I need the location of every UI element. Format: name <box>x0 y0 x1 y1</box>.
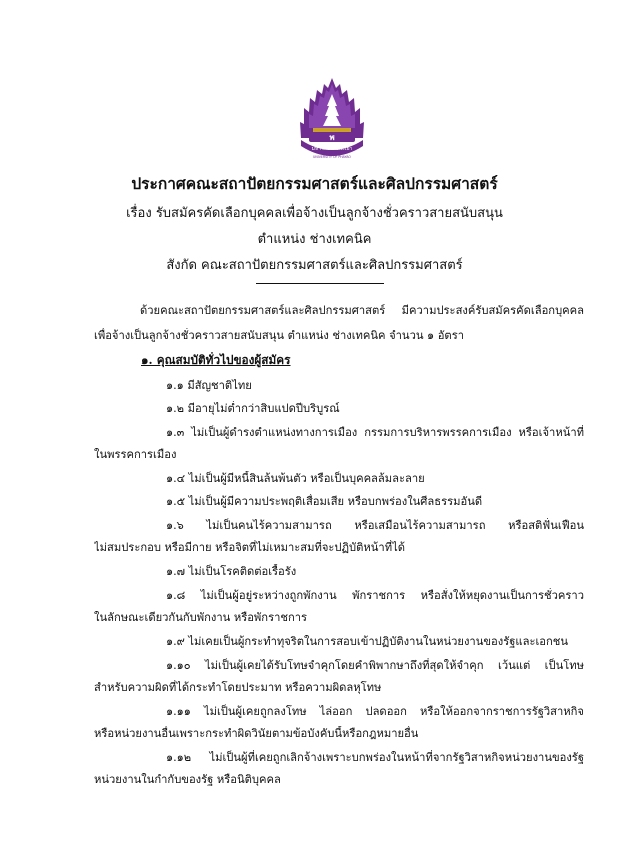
list-item: ๑.๒ มีอายุไม่ต่ำกว่าสิบแปดปีบริบูรณ์ <box>166 402 340 415</box>
list-item: ๑.๕ ไม่เป็นผู้มีความประพฤติเสื่อมเสีย หรือบกพร่องในศีลธรรมอันดี <box>166 495 483 508</box>
list-item-continuation: หน่วยงานในกำกับของรัฐ หรือนิติบุคคล <box>94 773 281 786</box>
logo-text-bottom: UNIVERSITY OF PHAYAO <box>313 155 351 159</box>
list-item: ๑.๑ มีสัญชาติไทย <box>166 379 252 392</box>
section-heading: ๑. คุณสมบัติทั่วไปของผู้สมัคร <box>141 353 291 367</box>
list-item: ๑.๖ ไม่เป็นคนไร้ความสามารถ หรือเสมือนไร้ความสามารถ หรือสติฟั่นเฟือน <box>166 519 584 532</box>
list-item: ๑.๓ ไม่เป็นผู้ดำรงตำแหน่งทางการเมือง กรรมการบริหารพรรคการเมือง หรือเจ้าหน้าที่ <box>166 426 584 439</box>
list-item: ๑.๑๑ ไม่เป็นผู้เคยถูกลงโทษ ไล่ออก ปลดออก หรือให้ออกจากราชการรัฐวิสาหกิจ <box>166 705 584 718</box>
svg-text:พ: พ <box>329 133 335 142</box>
intro-line-1: ด้วยคณะสถาปัตยกรรมศาสตร์และศิลปกรรมศาสตร์ มีความประสงค์รับสมัครคัดเลือกบุคคล <box>140 304 584 317</box>
list-item-continuation: ไม่สมประกอบ หรือมีกาย หรือจิตที่ไม่เหมาะสมที่จะปฏิบัติหน้าที่ได้ <box>94 541 405 554</box>
list-item: ๑.๗ ไม่เป็นโรคติดต่อเรื้อรัง <box>166 565 297 578</box>
title-divider <box>256 283 384 284</box>
list-item: ๑.๔ ไม่เป็นผู้มีหนี้สินล้นพ้นตัว หรือเป็นบุคคลล้มละลาย <box>166 472 425 485</box>
list-item: ๑.๘ ไม่เป็นผู้อยู่ระหว่างถูกพักงาน พักราชการ หรือสั่งให้หยุดงานเป็นการชั่วคราว <box>166 589 584 602</box>
university-logo <box>291 76 373 164</box>
document-title: ประกาศคณะสถาปัตยกรรมศาสตร์และศิลปกรรมศาสตร์ <box>131 174 498 193</box>
list-item: ๑.๑๒ ไม่เป็นผู้ที่เคยถูกเลิกจ้างเพราะบกพร่องในหน้าที่จากรัฐวิสาหกิจหน่วยงานของรัฐ <box>166 751 584 764</box>
document-subject: เรื่อง รับสมัครคัดเลือกบุคคลเพื่อจ้างเป็นลูกจ้างชั่วคราวสายสนับสนุน <box>126 206 503 221</box>
list-item-continuation: หรือหน่วยงานอื่นเพราะกระทำผิดวินัยตามข้อบังคับนี้หรือกฎหมายอื่น <box>94 727 419 740</box>
list-item-continuation: สำหรับความผิดที่ได้กระทำโดยประมาท หรือความผิดลหุโทษ <box>94 681 382 694</box>
job-position: ตำแหน่ง ช่างเทคนิค <box>257 232 372 247</box>
intro-line-2: เพื่อจ้างเป็นลูกจ้างชั่วคราวสายสนับสนุน ตำแหน่ง ช่างเทคนิค จำนวน ๑ อัตรา <box>94 329 464 342</box>
list-item: ๑.๙ ไม่เคยเป็นผู้กระทำทุจริตในการสอบเข้าปฏิบัติงานในหน่วยงานของรัฐและเอกชน <box>166 635 569 648</box>
job-affiliation: สังกัด คณะสถาปัตยกรรมศาสตร์และศิลปกรรมศาสตร์ <box>166 258 463 273</box>
list-item-continuation: ในพรรคการเมือง <box>94 448 177 461</box>
list-item-continuation: ในลักษณะเดียวกันกับพักงาน หรือพักราชการ <box>94 611 308 624</box>
logo-text-top: มหาวิทยาลัยพะเยา <box>311 146 353 152</box>
list-item: ๑.๑๐ ไม่เป็นผู้เคยได้รับโทษจำคุกโดยคำพิพากษาถึงที่สุดให้จำคุก เว้นแต่ เป็นโทษ <box>166 659 584 672</box>
